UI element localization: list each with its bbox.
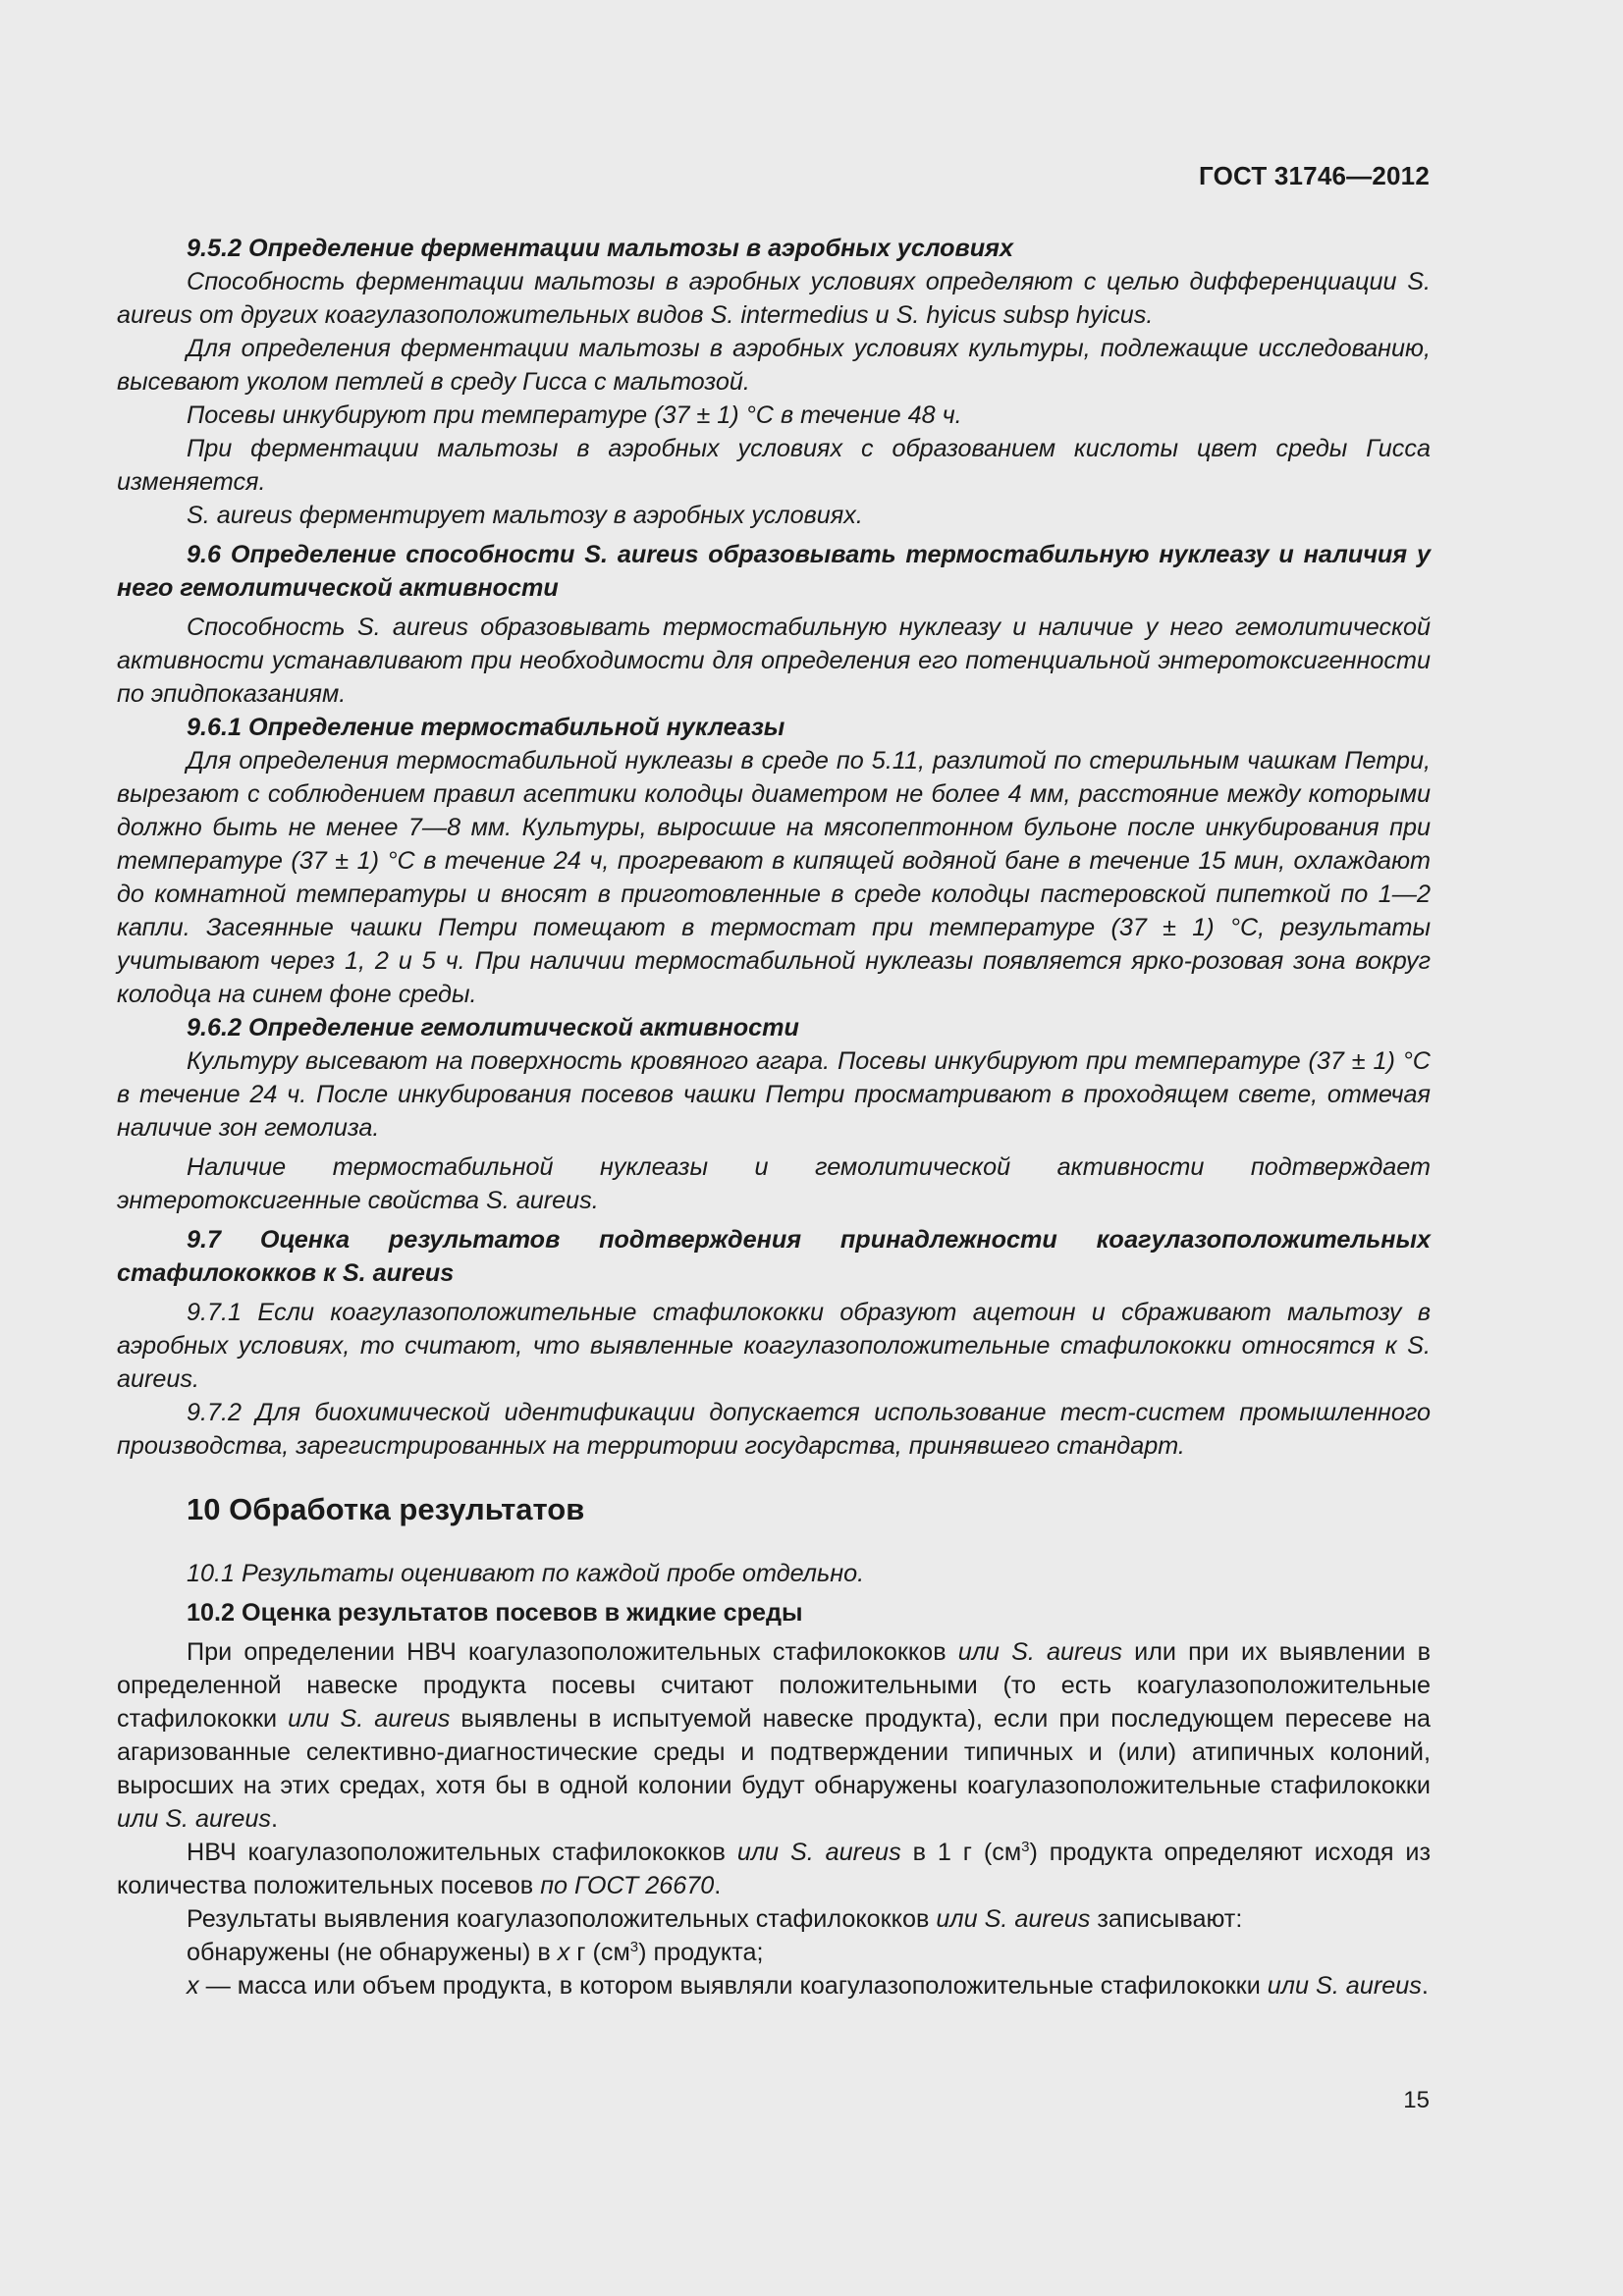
- subsection-heading-9-6: 9.6 Определение способности S. aureus образовывать термостабильную нуклеазу и наличия у него гемолитической активности: [117, 541, 1431, 602]
- document-header: ГОСТ 31746—2012: [1199, 161, 1430, 190]
- paragraph: Посевы инкубируют при температуре (37 ± 1) °С в течение 48 ч.: [187, 401, 962, 429]
- subsection-heading-9-6-1: 9.6.1 Определение термостабильной нуклеазы: [187, 714, 785, 741]
- paragraph: 10.1 Результаты оценивают по каждой пробе отдельно.: [187, 1560, 865, 1587]
- paragraph: Для определения ферментации мальтозы в аэробных условиях культуры, подлежащие исследованию, высевают уколом петлей в среду Гисса с мальтозой.: [117, 335, 1431, 396]
- paragraph: При ферментации мальтозы в аэробных условиях с образованием кислоты цвет среды Гисса изменяется.: [117, 435, 1431, 496]
- page-content: [117, 232, 1431, 2002]
- section-heading-10: 10 Обработка результатов: [187, 1492, 585, 1526]
- paragraph: Культуру высевают на поверхность кровяного агара. Посевы инкубируют при температуре (37 ± 1) °С в течение 24 ч. После инкубирования посевов чашки Петри просматривают в проходящем свете, отмечая наличие зон гемолиза.: [117, 1047, 1431, 1142]
- paragraph: Для определения термостабильной нуклеазы в среде по 5.11, разлитой по стерильным чашкам Петри, вырезают с соблюдением правил асептики колодцы диаметром не более 4 мм, расстояние между которыми должно быть не менее 7—8 мм. Культуры, выросшие на мясопептонном бульоне после инкубирования при температуре (37 ± 1) °С в течение 24 ч, прогревают в кипящей водяной бане в течение 15 мин, охлаждают до комнатной температуры и вносят в приготовленные в среде колодцы пастеровской пипеткой по 1—2 капли. Засеянные чашки Петри помещают в термостат при температуре (37 ± 1) °С, результаты учитывают через 1, 2 и 5 ч. При наличии термостабильной нуклеазы появляется ярко-розовая зона вокруг колодца на синем фоне среды.: [117, 747, 1431, 1008]
- page-number: 15: [1403, 2087, 1430, 2113]
- subsection-heading-9-7: 9.7 Оценка результатов подтверждения принадлежности коагулазоположительных стафилококков к S. aureus: [117, 1226, 1431, 1287]
- paragraph: Способность ферментации мальтозы в аэробных условиях определяют с целью дифференциации S. aureus от других коагулазоположительных видов S. intermedius и S. hyicus subsp hyicus.: [117, 268, 1431, 329]
- paragraph: S. aureus ферментирует мальтозу в аэробных условиях.: [187, 502, 863, 529]
- paragraph: НВЧ коагулазоположительных стафилококков или S. aureus в 1 г $(см^3)$ продукта определяют исходя из количества положительных посевов по ГОСТ 26670.: [117, 1839, 1432, 1899]
- paragraph: При определении НВЧ коагулазоположительных стафилококков или S. aureus или при их выявлении в определенной навеске продукта посевы считают положительными (то есть коагулазоположительные стафилококки или S. aureus выявлены в испытуемой навеске продукта), если при последующем пересеве на агаризованные селективно-диагностические среды и подтверждении типичных и (или) атипичных колоний, выросших на этих средах, хотя бы в одной колонии будут обнаружены коагулазоположительные стафилококки или S. aureus.: [117, 1638, 1431, 1833]
- paragraph: x — масса или объем продукта, в котором выявляли коагулазоположительные стафилококки или S. aureus.: [187, 1972, 1429, 2000]
- paragraph: Результаты выявления коагулазоположительных стафилококков или S. aureus записывают:: [187, 1905, 1243, 1933]
- paragraph: Способность S. aureus образовывать термостабильную нуклеазу и наличие у него гемолитической активности устанавливают при необходимости для определения его потенциальной энтеротоксигенности по эпидпоказаниям.: [117, 614, 1431, 708]
- paragraph: обнаружены (не обнаружены) в x г $(см^3)$ продукта;: [187, 1939, 764, 1966]
- paragraph: Наличие термостабильной нуклеазы и гемолитической активности подтверждает энтеротоксигенные свойства S. aureus.: [117, 1153, 1431, 1214]
- subsection-heading-9-6-2: 9.6.2 Определение гемолитической активности: [187, 1014, 799, 1041]
- subsection-heading-10-2: 10.2 Оценка результатов посевов в жидкие среды: [187, 1599, 803, 1627]
- paragraph: 9.7.2 Для биохимической идентификации допускается использование тест-систем промышленного производства, зарегистрированных на территории государства, принявшего стандарт.: [117, 1399, 1431, 1460]
- subsection-heading-9-5-2: 9.5.2 Определение ферментации мальтозы в аэробных условиях: [187, 235, 1013, 262]
- paragraph: 9.7.1 Если коагулазоположительные стафилококки образуют ацетоин и сбраживают мальтозу в аэробных условиях, то считают, что выявленные коагулазоположительные стафилококки относятся к S. aureus.: [117, 1299, 1431, 1393]
